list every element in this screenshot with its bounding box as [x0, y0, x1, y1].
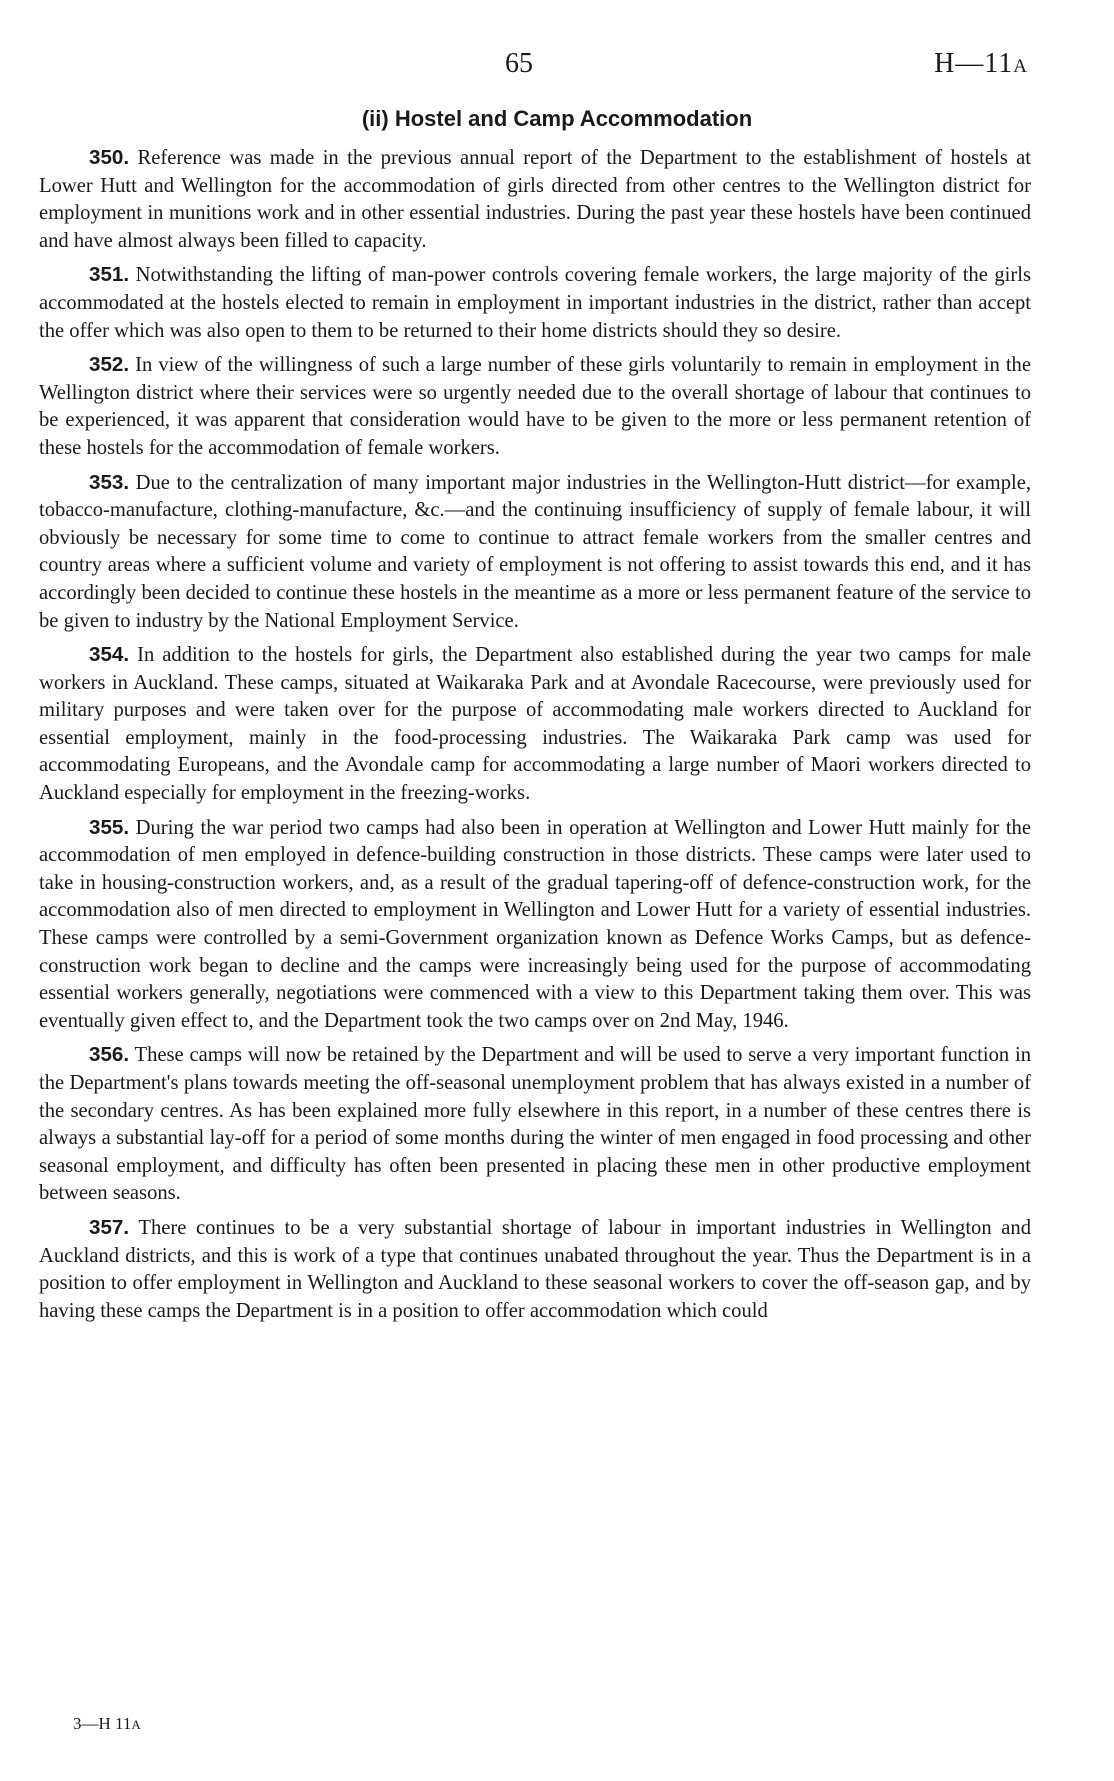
paragraph-text: Due to the centralization of many important major industries in the Wellington-Hutt district—for example, tobacco-manufacture, clothing-manufacture, &c.—and the continuing insufficiency of supply of female labour, it will obviously be necessary for some time to come to continue to attract female workers from the smaller centres and country areas where a sufficient volume and variety of employment is not offering to assist towards this end, and it has accordingly been decided to continue these hostels in the meantime as a more or less permanent feature of the service to be given to industry by the National Employment Service.	[39, 471, 1031, 632]
report-ref-suffix: A	[1013, 56, 1028, 77]
paragraph-356	[39, 1041, 1031, 1208]
paragraph-number: 350.	[89, 146, 130, 169]
paragraph-350	[39, 144, 1031, 255]
paragraph-357	[39, 1214, 1031, 1325]
paragraph-number: 355.	[89, 815, 130, 839]
paragraph-text: Reference was made in the previous annual report of the Department to the establishment of hostels at Lower Hutt and Wellington for the accommodation of girls directed from other centres to the Wellington district for employment in munitions work and in other essential industries. During the past year these hostels have been continued and have almost always been filled to capacity.	[39, 147, 1031, 252]
signature-suffix: A	[131, 1717, 141, 1732]
section-title: (ii) Hostel and Camp Accommodation	[361, 106, 753, 131]
paragraph-352	[39, 351, 1031, 462]
signature-main: 3—H 11	[73, 1714, 132, 1733]
paragraph-text: In addition to the hostels for girls, the Department also established during the year two camps for male workers in Auckland. These camps, situated at Waikaraka Park and at Avondale Racecourse, were previously used for military purposes and were taken over for the purpose of accommodating male workers directed to Auckland for essential employment, mainly in the food-processing industries. The Waikaraka Park camp was used for accommodating Europeans, and the Avondale camp for accommodating a large number of Maori workers directed to Auckland especially for employment in the freezing-works.	[39, 644, 1031, 805]
paragraph-number: 357.	[89, 1215, 130, 1239]
paragraph-number: 351.	[89, 263, 130, 287]
paragraph-354	[39, 641, 1031, 808]
paragraph-353	[39, 469, 1031, 636]
paragraph-text: Notwithstanding the lifting of man-power controls covering female workers, the large majority of the girls accommodated at the hostels elected to remain in employment in important industries in the district, rather than accept the offer which was also open to them to be returned to their home districts should they so desire.	[39, 264, 1031, 342]
paragraph-number: 353.	[89, 470, 130, 494]
page-header	[0, 48, 1114, 88]
paragraph-text: There continues to be a very substantial shortage of labour in important industries in Wellington and Auckland districts, and this is work of a type that continues unabated throughout the year. Thus the Department is in a position to offer employment in Wellington and Auckland to these seasonal workers to cover the off-season gap, and by having these camps the Department is in a position to offer accommodation which could	[39, 1216, 1032, 1322]
report-ref-main: H—11	[934, 48, 1014, 79]
paragraph-number: 354.	[89, 643, 130, 667]
document-body	[39, 144, 1031, 1331]
page-number: 65	[505, 48, 533, 79]
paragraph-number: 352.	[89, 353, 130, 377]
report-reference	[934, 48, 1028, 80]
paragraph-351	[39, 261, 1031, 345]
paragraph-text: In view of the willingness of such a large number of these girls voluntarily to remain in employment in the Wellington district where their services were so urgently needed due to the overall shortage of labour that continues to be experienced, it was apparent that consideration would have to be given to the more or less permanent retention of these hostels for the accommodation of female workers.	[39, 354, 1031, 459]
paragraph-text: These camps will now be retained by the Department and will be used to serve a very important function in the Department's plans towards meeting the off-seasonal unemployment problem that has always existed in a number of the secondary centres. As has been explained more fully elsewhere in this report, in a number of these centres there is always a substantial lay-off for a period of some months during the winter of men engaged in food processing and other seasonal employment, and difficulty has often been presented in placing these men in other productive employment between seasons.	[39, 1044, 1031, 1205]
paragraph-number: 356.	[89, 1043, 130, 1067]
signature-mark	[73, 1714, 141, 1734]
paragraph-355	[39, 814, 1031, 1036]
paragraph-text: During the war period two camps had also been in operation at Wellington and Lower Hutt mainly for the accommodation of men employed in defence-building construction in those districts. These camps were later used to take in housing-construction workers, and, as a result of the gradual tapering-off of defence-construction work, for the accommodation also of men directed to employment in Wellington and Lower Hutt for a variety of essential industries. These camps were controlled by a semi-Government organization known as Defence Works Camps, but as defence-construction work began to decline and the camps were increasingly being used for the purpose of accommodating essential workers generally, negotiations were commenced with a view to this Department taking them over. This was eventually given effect to, and the Department took the two camps over on 2nd May, 1946.	[39, 816, 1031, 1032]
